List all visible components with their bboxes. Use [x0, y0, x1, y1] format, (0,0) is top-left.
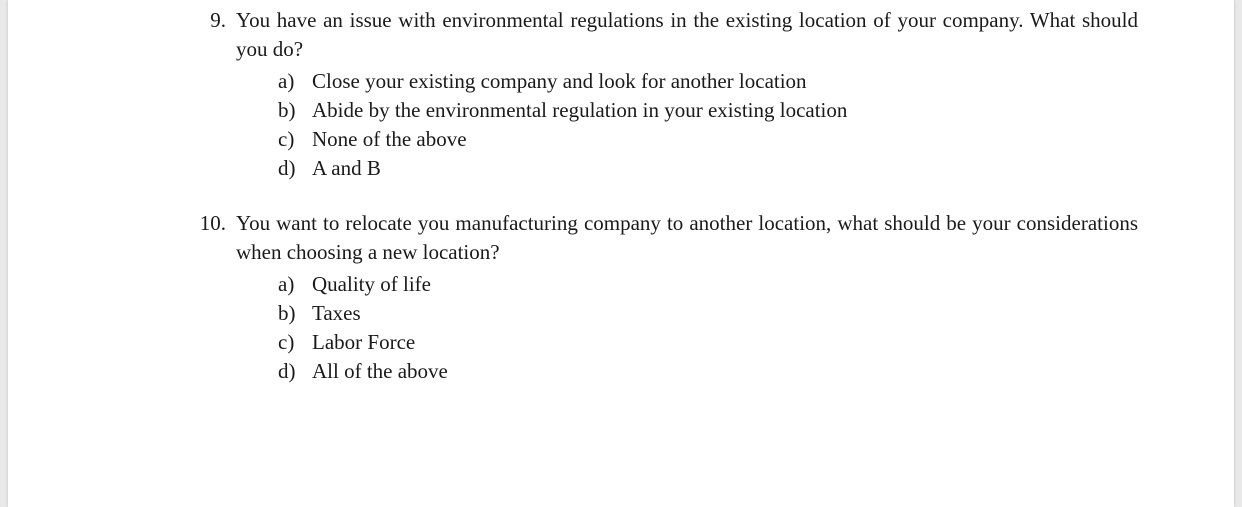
option-item[interactable] [278, 67, 1138, 96]
question-number: 10. [199, 211, 226, 235]
option-item[interactable] [278, 154, 1138, 183]
option-item[interactable] [278, 125, 1138, 154]
option-text: A and B [312, 156, 381, 180]
question-row [198, 6, 1138, 64]
option-label: d) [278, 359, 296, 383]
option-text: None of the above [312, 127, 467, 151]
question-number: 9. [210, 8, 226, 32]
option-label: b) [278, 98, 296, 122]
option-text: Close your existing company and look for another location [312, 69, 807, 93]
option-text: Taxes [312, 301, 361, 325]
option-text: Quality of life [312, 272, 431, 296]
question-block [198, 209, 1138, 386]
option-list [198, 270, 1138, 386]
document-content [198, 6, 1138, 412]
option-label: b) [278, 301, 296, 325]
option-label: a) [278, 272, 295, 296]
option-item[interactable] [278, 299, 1138, 328]
option-label: a) [278, 69, 295, 93]
question-text: You have an issue with environmental regulations in the existing location of your company. What should you do? [236, 8, 1138, 61]
option-text: Abide by the environmental regulation in your existing location [312, 98, 848, 122]
option-label: c) [278, 330, 295, 354]
option-list [198, 67, 1138, 183]
question-block [198, 6, 1138, 183]
option-item[interactable] [278, 270, 1138, 299]
option-text: Labor Force [312, 330, 416, 354]
option-item[interactable] [278, 357, 1138, 386]
option-text: All of the above [312, 359, 448, 383]
document-page [8, 0, 1234, 507]
option-label: c) [278, 127, 295, 151]
question-text: You want to relocate you manufacturing company to another location, what should be your considerations when choosing a new location? [236, 211, 1138, 264]
option-item[interactable] [278, 328, 1138, 357]
option-label: d) [278, 156, 296, 180]
option-item[interactable] [278, 96, 1138, 125]
question-row [198, 209, 1138, 267]
